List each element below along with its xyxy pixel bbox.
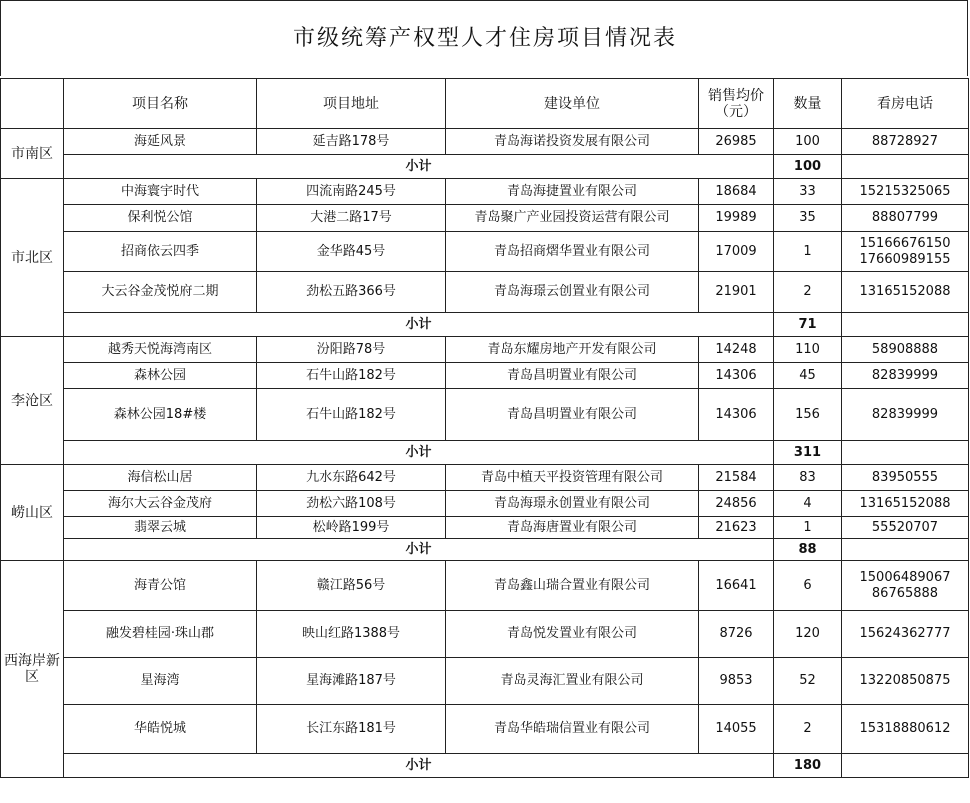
phone-number: 15166676150	[859, 235, 951, 251]
project-phone	[842, 205, 969, 232]
project-phone	[842, 517, 969, 539]
project-builder: 青岛海诺投资发展有限公司	[446, 129, 699, 155]
table-row	[1, 179, 969, 205]
district-cell: 市南区	[1, 129, 64, 179]
header-builder: 建设单位	[446, 79, 699, 129]
project-price: 18684	[699, 179, 774, 205]
project-address: 四流南路245号	[257, 179, 446, 205]
district-cell: 西海岸新区	[1, 561, 64, 778]
project-phone	[842, 363, 969, 389]
project-price: 14306	[699, 389, 774, 441]
phone-number: 82839999	[871, 406, 939, 422]
project-qty: 120	[774, 611, 842, 658]
district-cell: 李沧区	[1, 337, 64, 465]
project-phone	[842, 465, 969, 491]
phone-number: 15318880612	[859, 721, 951, 736]
project-price: 14248	[699, 337, 774, 363]
project-qty: 6	[774, 561, 842, 611]
table-row	[1, 517, 969, 539]
project-name: 融发碧桂园·珠山郡	[64, 611, 257, 658]
project-qty: 2	[774, 705, 842, 754]
project-price: 21901	[699, 272, 774, 313]
header-name: 项目名称	[64, 79, 257, 129]
district-cell: 崂山区	[1, 465, 64, 561]
project-price: 9853	[699, 658, 774, 705]
project-phone	[842, 389, 969, 441]
project-builder: 青岛海璟永创置业有限公司	[446, 491, 699, 517]
header-address: 项目地址	[257, 79, 446, 129]
project-phone	[842, 705, 969, 754]
subtotal-empty	[842, 539, 969, 561]
project-builder: 青岛招商熠华置业有限公司	[446, 232, 699, 272]
phone-number: 82839999	[871, 367, 939, 383]
project-builder: 青岛昌明置业有限公司	[446, 389, 699, 441]
project-price: 24856	[699, 491, 774, 517]
table-row	[1, 465, 969, 491]
subtotal-label: 小计	[64, 313, 774, 337]
project-name: 华皓悦城	[64, 705, 257, 754]
table-row	[1, 205, 969, 232]
table-row	[1, 705, 969, 754]
project-name: 森林公园	[64, 363, 257, 389]
project-address: 延吉路178号	[257, 129, 446, 155]
page-title: 市级统筹产权型人才住房项目情况表	[292, 26, 677, 51]
header-district	[1, 79, 64, 129]
project-builder: 青岛灵海汇置业有限公司	[446, 658, 699, 705]
project-phone	[842, 561, 969, 611]
project-builder: 青岛东耀房地产开发有限公司	[446, 337, 699, 363]
project-price: 26985	[699, 129, 774, 155]
project-builder: 青岛聚广产业园投资运营有限公司	[446, 205, 699, 232]
project-address: 大港二路17号	[257, 205, 446, 232]
table-row	[1, 611, 969, 658]
project-qty: 83	[774, 465, 842, 491]
phone-number: 55520707	[871, 519, 939, 535]
project-price: 16641	[699, 561, 774, 611]
project-address: 石牛山路182号	[257, 389, 446, 441]
project-address: 长江东路181号	[257, 705, 446, 754]
project-phone	[842, 232, 969, 272]
table-row	[1, 561, 969, 611]
project-name: 越秀天悦海湾南区	[64, 337, 257, 363]
project-address: 劲松五路366号	[257, 272, 446, 313]
subtotal-row	[1, 754, 969, 778]
project-qty: 2	[774, 272, 842, 313]
project-qty: 33	[774, 179, 842, 205]
project-address: 松岭路199号	[257, 517, 446, 539]
phone-number: 15006489067	[859, 569, 951, 585]
project-phone	[842, 129, 969, 155]
subtotal-row	[1, 155, 969, 179]
project-qty: 110	[774, 337, 842, 363]
project-phone	[842, 658, 969, 705]
subtotal-value: 71	[774, 313, 842, 337]
phone-number-2: 17660989155	[859, 251, 951, 267]
subtotal-label: 小计	[64, 441, 774, 465]
subtotal-row	[1, 539, 969, 561]
project-builder: 青岛海唐置业有限公司	[446, 517, 699, 539]
project-qty: 100	[774, 129, 842, 155]
project-phone	[842, 272, 969, 313]
project-name: 保利悦公馆	[64, 205, 257, 232]
project-price: 14306	[699, 363, 774, 389]
project-price: 8726	[699, 611, 774, 658]
subtotal-value: 311	[774, 441, 842, 465]
project-price: 21623	[699, 517, 774, 539]
phone-number: 15215325065	[859, 183, 951, 199]
title-cell	[0, 0, 968, 76]
table-row	[1, 363, 969, 389]
project-qty: 1	[774, 232, 842, 272]
table-row	[1, 389, 969, 441]
phone-number: 13165152088	[859, 495, 951, 511]
subtotal-label: 小计	[64, 155, 774, 179]
table-row	[1, 129, 969, 155]
table-row	[1, 272, 969, 313]
subtotal-empty	[842, 313, 969, 337]
project-name: 海延风景	[64, 129, 257, 155]
project-address: 映山红路1388号	[257, 611, 446, 658]
subtotal-row	[1, 313, 969, 337]
subtotal-empty	[842, 441, 969, 465]
project-qty: 35	[774, 205, 842, 232]
subtotal-value: 180	[774, 754, 842, 778]
phone-number: 88728927	[871, 133, 939, 149]
header-qty: 数量	[774, 79, 842, 129]
phone-number: 13165152088	[859, 284, 951, 299]
phone-number: 83950555	[871, 469, 939, 485]
subtotal-value: 88	[774, 539, 842, 561]
project-builder: 青岛鑫山瑞合置业有限公司	[446, 561, 699, 611]
project-phone	[842, 491, 969, 517]
project-qty: 4	[774, 491, 842, 517]
project-address: 九水东路642号	[257, 465, 446, 491]
table-row	[1, 658, 969, 705]
project-builder: 青岛海捷置业有限公司	[446, 179, 699, 205]
project-builder: 青岛海璟云创置业有限公司	[446, 272, 699, 313]
subtotal-row	[1, 441, 969, 465]
project-name: 大云谷金茂悦府二期	[64, 272, 257, 313]
project-address: 石牛山路182号	[257, 363, 446, 389]
phone-number-2: 86765888	[871, 585, 939, 601]
table-row	[1, 491, 969, 517]
phone-number: 13220850875	[859, 673, 951, 688]
project-phone	[842, 611, 969, 658]
phone-number: 58908888	[871, 341, 939, 357]
project-address: 星海滩路187号	[257, 658, 446, 705]
project-name: 海尔大云谷金茂府	[64, 491, 257, 517]
project-name: 海青公馆	[64, 561, 257, 611]
project-phone	[842, 337, 969, 363]
project-name: 星海湾	[64, 658, 257, 705]
project-address: 赣江路56号	[257, 561, 446, 611]
housing-table	[0, 78, 969, 778]
project-qty: 52	[774, 658, 842, 705]
project-address: 金华路45号	[257, 232, 446, 272]
project-name: 翡翠云城	[64, 517, 257, 539]
project-qty: 1	[774, 517, 842, 539]
subtotal-label: 小计	[64, 754, 774, 778]
project-builder: 青岛华皓瑞信置业有限公司	[446, 705, 699, 754]
district-cell: 市北区	[1, 179, 64, 337]
project-name: 招商依云四季	[64, 232, 257, 272]
table-row	[1, 337, 969, 363]
project-qty: 45	[774, 363, 842, 389]
project-price: 14055	[699, 705, 774, 754]
project-price: 21584	[699, 465, 774, 491]
subtotal-label: 小计	[64, 539, 774, 561]
project-name: 海信松山居	[64, 465, 257, 491]
table-row	[1, 232, 969, 272]
project-address: 劲松六路108号	[257, 491, 446, 517]
subtotal-value: 100	[774, 155, 842, 179]
project-phone	[842, 179, 969, 205]
phone-number: 15624362777	[859, 626, 951, 641]
subtotal-empty	[842, 155, 969, 179]
header-phone: 看房电话	[842, 79, 969, 129]
project-address: 汾阳路78号	[257, 337, 446, 363]
project-builder: 青岛昌明置业有限公司	[446, 363, 699, 389]
phone-number: 88807799	[871, 210, 939, 225]
project-builder: 青岛中植天平投资管理有限公司	[446, 465, 699, 491]
subtotal-empty	[842, 754, 969, 778]
project-name: 森林公园18#楼	[64, 389, 257, 441]
project-price: 19989	[699, 205, 774, 232]
project-name: 中海寰宇时代	[64, 179, 257, 205]
table-body	[1, 129, 969, 778]
header-row	[1, 79, 969, 129]
project-qty: 156	[774, 389, 842, 441]
project-price: 17009	[699, 232, 774, 272]
header-price: 销售均价（元）	[699, 79, 774, 129]
project-builder: 青岛悦发置业有限公司	[446, 611, 699, 658]
